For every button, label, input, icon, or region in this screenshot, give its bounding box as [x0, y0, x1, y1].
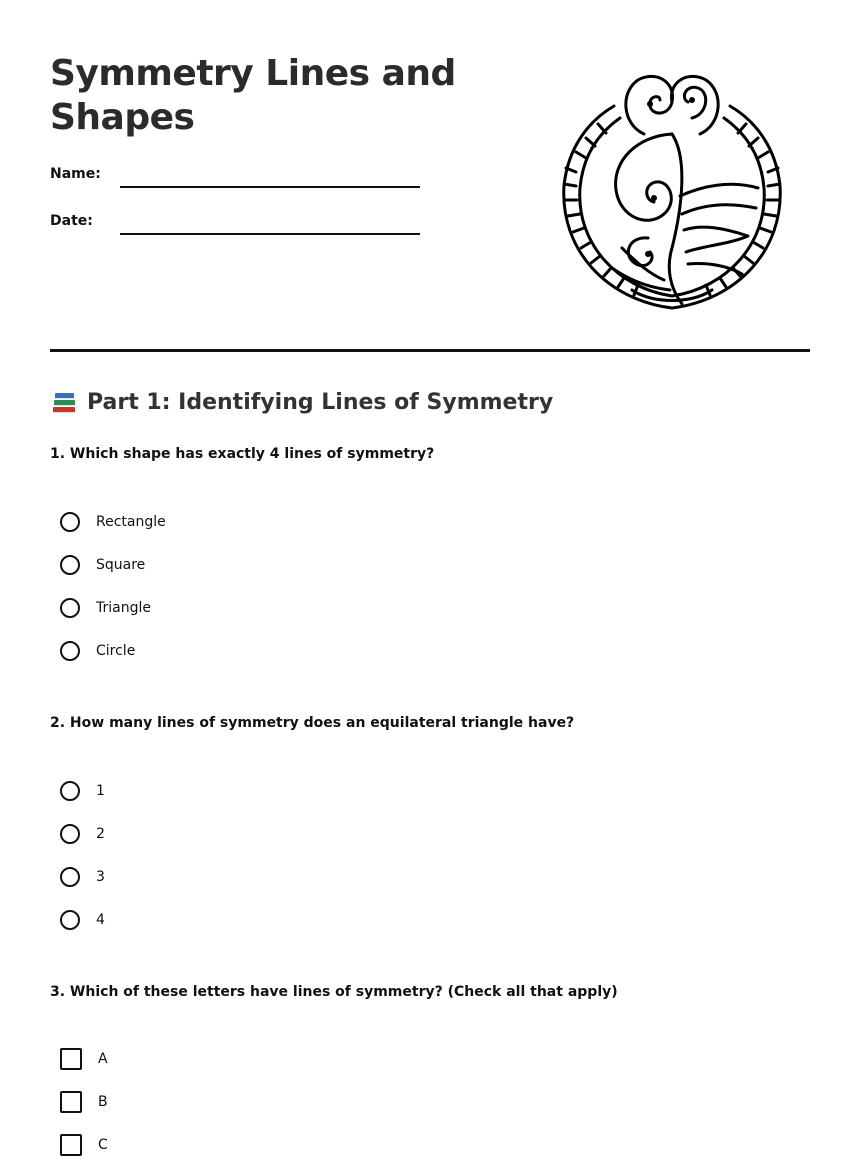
q1-option-square[interactable]: [60, 552, 145, 578]
q1-option-triangle[interactable]: [60, 595, 151, 621]
q3-checkbox-b[interactable]: [60, 1091, 82, 1113]
q3-checkbox-a[interactable]: [60, 1048, 82, 1070]
question-3-text: 3. Which of these letters have lines of symmetry? (Check all that apply): [50, 984, 618, 1000]
q3-option-b[interactable]: [60, 1089, 108, 1115]
q2-option-1[interactable]: [60, 778, 105, 804]
name-label: Name:: [50, 166, 101, 182]
q2-option-label: 1: [96, 783, 105, 799]
section-divider: [50, 349, 810, 352]
q1-radio-triangle[interactable]: [60, 598, 80, 618]
books-icon: [50, 388, 78, 416]
q2-option-label: 3: [96, 869, 105, 885]
question-2-text: 2. How many lines of symmetry does an equilateral triangle have?: [50, 715, 575, 731]
q2-radio-2[interactable]: [60, 824, 80, 844]
q2-option-2[interactable]: [60, 821, 105, 847]
koru-fern-emblem-icon: [552, 68, 792, 314]
date-field[interactable]: [120, 233, 420, 235]
name-field[interactable]: [120, 186, 420, 188]
q3-option-label: B: [98, 1094, 108, 1110]
worksheet-page: [50, 0, 810, 1161]
q1-option-rectangle[interactable]: [60, 509, 166, 535]
q2-option-label: 2: [96, 826, 105, 842]
q3-option-label: C: [98, 1137, 108, 1153]
q2-option-4[interactable]: [60, 907, 105, 933]
q2-option-3[interactable]: [60, 864, 105, 890]
part-1-heading: [50, 388, 553, 416]
q3-option-c[interactable]: [60, 1132, 108, 1158]
q1-radio-square[interactable]: [60, 555, 80, 575]
page-title: Symmetry Lines and Shapes: [50, 53, 456, 138]
q3-option-label: A: [98, 1051, 108, 1067]
q1-radio-rectangle[interactable]: [60, 512, 80, 532]
q1-option-label: Square: [96, 557, 146, 573]
q1-option-label: Rectangle: [96, 514, 166, 530]
q1-option-label: Circle: [96, 643, 136, 659]
date-label: Date:: [50, 213, 93, 229]
q1-option-circle[interactable]: [60, 638, 135, 664]
q2-option-label: 4: [96, 912, 105, 928]
q2-radio-1[interactable]: [60, 781, 80, 801]
question-1-text: 1. Which shape has exactly 4 lines of symmetry?: [50, 446, 435, 462]
q1-radio-circle[interactable]: [60, 641, 80, 661]
q2-radio-3[interactable]: [60, 867, 80, 887]
q2-radio-4[interactable]: [60, 910, 80, 930]
q3-option-a[interactable]: [60, 1046, 108, 1072]
q3-checkbox-c[interactable]: [60, 1134, 82, 1156]
part-1-heading-text: Part 1: Identifying Lines of Symmetry: [87, 389, 554, 415]
q1-option-label: Triangle: [96, 600, 151, 616]
